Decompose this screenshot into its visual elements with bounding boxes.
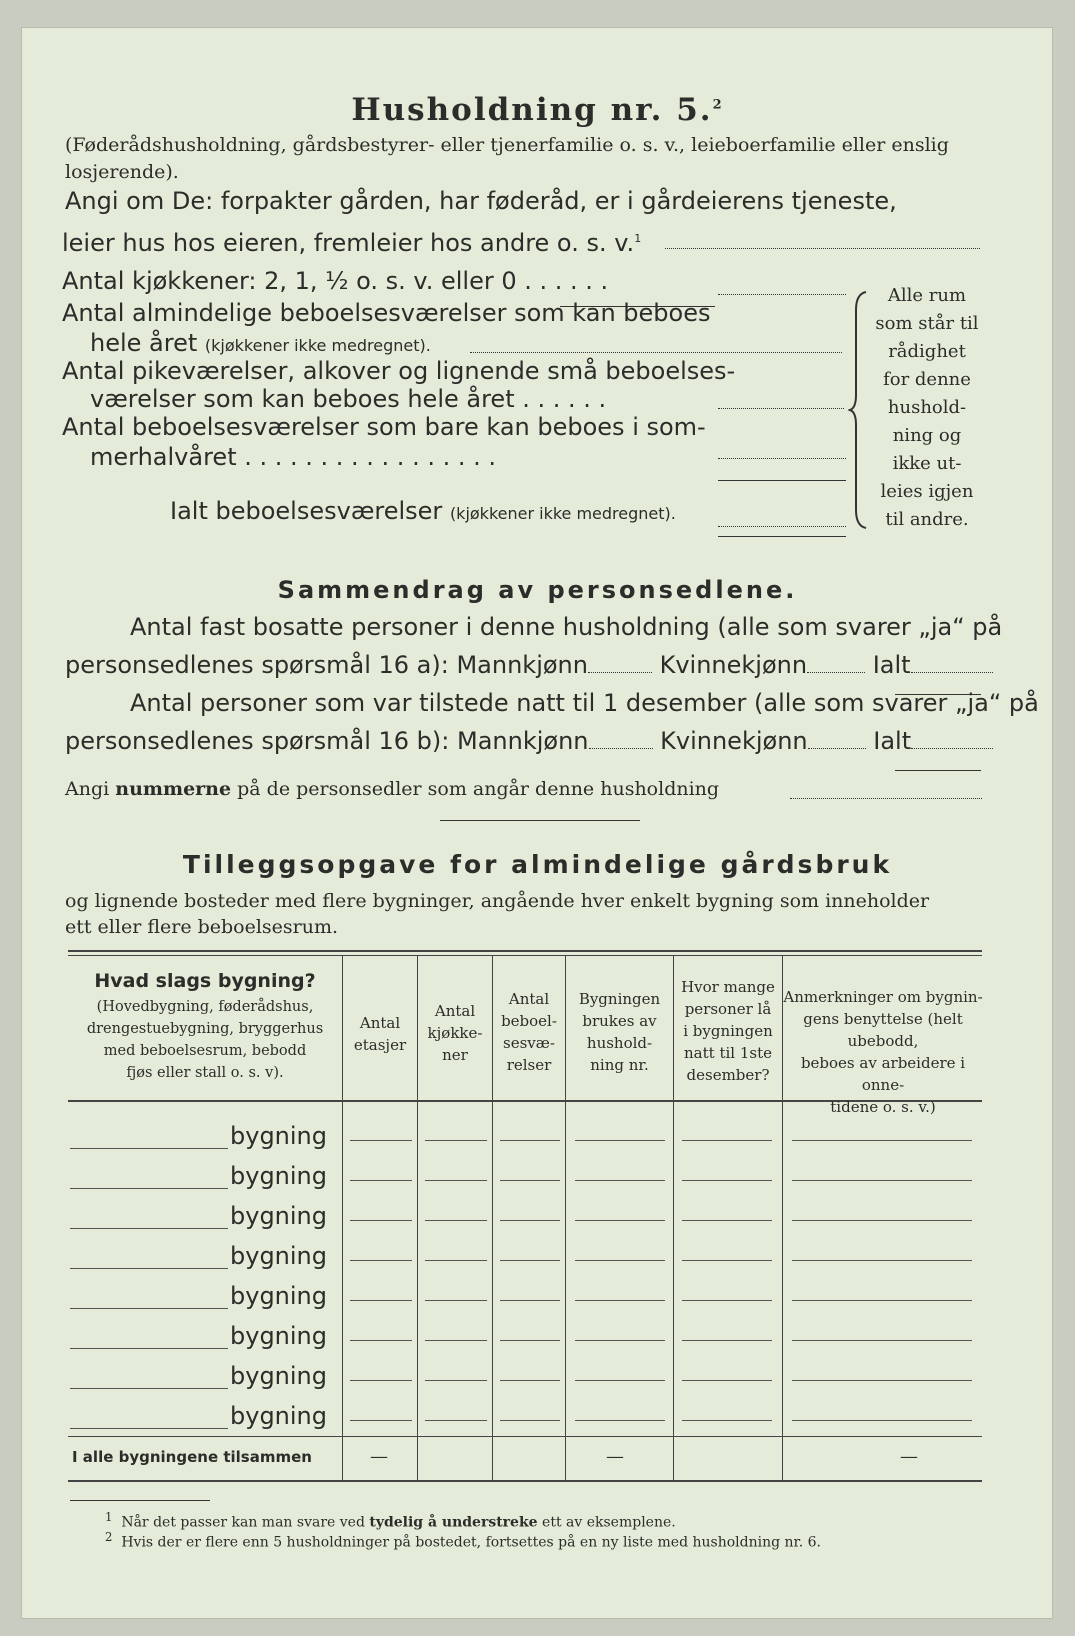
col5-header: Bygningen brukes av hushold- ning nr. xyxy=(578,990,661,1074)
row-5-cell-3-field[interactable] xyxy=(425,1300,487,1301)
numbers-line: Angi nummerne på de personsedler som angår denne husholdning xyxy=(65,778,720,800)
row-3-cell-4-field[interactable] xyxy=(500,1220,560,1221)
summary-b-line-1: Antal personer som var tilstede natt til 1 desember (alle som svarer „ja“ på xyxy=(130,689,1039,717)
col6-header: Hvor mange personer lå i bygningen natt til 1ste desember? xyxy=(681,978,775,1084)
row-6-cell-7-field[interactable] xyxy=(792,1340,972,1341)
row-field-3[interactable] xyxy=(70,1228,228,1229)
supplement-intro-1: og lignende bosteder med flere bygninger, angående hver enkelt bygning som inneholder xyxy=(65,890,930,912)
summer-rooms-label-2: merhalvåret . . . . . . . . . . . . . . . . . xyxy=(90,443,496,471)
section-divider xyxy=(440,820,640,821)
row-label-1: bygning xyxy=(230,1122,327,1150)
row-label-4: bygning xyxy=(230,1242,327,1270)
row-7-cell-7-field[interactable] xyxy=(792,1380,972,1381)
kitchens-label: Antal kjøkkener: 2, 1, ½ o. s. v. eller 0 . . . . . . xyxy=(62,267,609,295)
row-7-cell-2-field[interactable] xyxy=(350,1380,412,1381)
row-8-cell-3-field[interactable] xyxy=(425,1420,487,1421)
summary-title: Sammendrag av personsedlene. xyxy=(277,576,798,604)
row-label-8: bygning xyxy=(230,1402,327,1430)
row-label-5: bygning xyxy=(230,1282,327,1310)
ordinary-rooms-label-1: Antal almindelige beboelsesværelser som kan beboes xyxy=(62,299,711,327)
row-field-5[interactable] xyxy=(70,1308,228,1309)
maid-rooms-field[interactable] xyxy=(718,408,844,409)
row-2-cell-5-field[interactable] xyxy=(575,1180,665,1181)
col1-header: Hvad slags bygning? (Hovedbygning, føderådshus, drengestuebygning, bryggerhus med beboelsesrum, bebodd fjøs eller stall o. s. v). xyxy=(86,970,324,1081)
row-8-cell-5-field[interactable] xyxy=(575,1420,665,1421)
summary-a-line-2: personsedlenes spørsmål 16 a): Mannkjønn Kvinnekjønn Ialt xyxy=(65,650,993,680)
question-line-2: leier hus hos eieren, fremleier hos andre o. s. v.$^1$ xyxy=(62,229,642,257)
total-household-dash: — xyxy=(606,1446,624,1467)
row-1-cell-7-field[interactable] xyxy=(792,1140,972,1141)
row-1-cell-2-field[interactable] xyxy=(350,1140,412,1141)
table-bottom-border xyxy=(68,1480,982,1482)
summer-rooms-underline xyxy=(718,480,846,481)
row-7-cell-6-field[interactable] xyxy=(682,1380,772,1381)
row-3-cell-6-field[interactable] xyxy=(682,1220,772,1221)
row-7-cell-5-field[interactable] xyxy=(575,1380,665,1381)
summary-b-total-underline xyxy=(895,770,981,771)
brace xyxy=(848,290,870,530)
row-field-6[interactable] xyxy=(70,1348,228,1349)
row-5-cell-6-field[interactable] xyxy=(682,1300,772,1301)
row-4-cell-3-field[interactable] xyxy=(425,1260,487,1261)
side-note: Alle rum som står til rådighet for denne hushold- ning og ikke ut- leies igjen til andre. xyxy=(875,285,979,530)
kitchens-field[interactable] xyxy=(718,294,846,295)
row-5-cell-4-field[interactable] xyxy=(500,1300,560,1301)
row-7-cell-3-field[interactable] xyxy=(425,1380,487,1381)
ordinary-rooms-label-2: hele året (kjøkkener ikke medregnet). xyxy=(90,329,431,357)
row-1-cell-6-field[interactable] xyxy=(682,1140,772,1141)
supplement-intro-2: ett eller flere beboelsesrum. xyxy=(65,916,339,938)
subtitle: (Føderådshusholdning, gårdsbestyrer- eller tjenerfamilie o. s. v., leieboerfamilie eller enslig losjerende). xyxy=(65,134,949,183)
row-4-cell-5-field[interactable] xyxy=(575,1260,665,1261)
summer-rooms-field[interactable] xyxy=(718,458,846,459)
row-2-cell-4-field[interactable] xyxy=(500,1180,560,1181)
row-3-cell-7-field[interactable] xyxy=(792,1220,972,1221)
row-field-7[interactable] xyxy=(70,1388,228,1389)
row-3-cell-2-field[interactable] xyxy=(350,1220,412,1221)
row-1-cell-4-field[interactable] xyxy=(500,1140,560,1141)
row-2-cell-3-field[interactable] xyxy=(425,1180,487,1181)
question-line-1: Angi om De: forpakter gården, har føderåd, er i gårdeierens tjeneste, xyxy=(65,187,897,215)
ordinary-rooms-field[interactable] xyxy=(470,352,842,353)
footnote-1: $^1$ Når det passer kan man svare ved tydelig å understreke ett av eksemplene. xyxy=(105,1510,676,1531)
row-8-cell-2-field[interactable] xyxy=(350,1420,412,1421)
row-label-2: bygning xyxy=(230,1162,327,1190)
maid-rooms-label-2: værelser som kan beboes hele året . . . . . . xyxy=(90,385,607,413)
row-6-cell-6-field[interactable] xyxy=(682,1340,772,1341)
col2-header: Antal etasjer xyxy=(353,1014,407,1054)
total-row-label: I alle bygningene tilsammen xyxy=(72,1448,312,1466)
row-2-cell-6-field[interactable] xyxy=(682,1180,772,1181)
row-6-cell-3-field[interactable] xyxy=(425,1340,487,1341)
row-5-cell-7-field[interactable] xyxy=(792,1300,972,1301)
row-label-3: bygning xyxy=(230,1202,327,1230)
row-6-cell-4-field[interactable] xyxy=(500,1340,560,1341)
row-4-cell-4-field[interactable] xyxy=(500,1260,560,1261)
row-field-4[interactable] xyxy=(70,1268,228,1269)
row-2-cell-7-field[interactable] xyxy=(792,1180,972,1181)
row-1-cell-5-field[interactable] xyxy=(575,1140,665,1141)
row-6-cell-2-field[interactable] xyxy=(350,1340,412,1341)
answer-line-household-type[interactable] xyxy=(665,248,980,249)
total-etasjer-dash: — xyxy=(370,1446,388,1467)
table-top-border xyxy=(68,950,982,952)
summer-rooms-label-1: Antal beboelsesværelser som bare kan beboes i som- xyxy=(62,413,706,441)
table-top-border-2 xyxy=(68,955,982,956)
row-label-7: bygning xyxy=(230,1362,327,1390)
table-total-top-border xyxy=(68,1436,982,1437)
row-1-cell-3-field[interactable] xyxy=(425,1140,487,1141)
total-rooms-field[interactable] xyxy=(718,526,846,527)
row-4-cell-7-field[interactable] xyxy=(792,1260,972,1261)
row-6-cell-5-field[interactable] xyxy=(575,1340,665,1341)
numbers-field[interactable] xyxy=(790,798,982,799)
col7-header: Anmerkninger om bygnin- gens benyttelse (helt ubebodd, beboes av arbeidere i onne- tidene o. s. v.) xyxy=(783,988,983,1116)
col3-header: Antal kjøkke- ner xyxy=(427,1002,483,1064)
row-8-cell-4-field[interactable] xyxy=(500,1420,560,1421)
row-4-cell-2-field[interactable] xyxy=(350,1260,412,1261)
total-rooms-underline xyxy=(718,536,846,537)
row-3-cell-5-field[interactable] xyxy=(575,1220,665,1221)
maid-rooms-label-1: Antal pikeværelser, alkover og lignende små beboelses- xyxy=(62,357,736,385)
row-4-cell-6-field[interactable] xyxy=(682,1260,772,1261)
row-8-cell-7-field[interactable] xyxy=(792,1420,972,1421)
row-5-cell-2-field[interactable] xyxy=(350,1300,412,1301)
footnote-2: $^2$ Hvis der er flere enn 5 husholdninger på bostedet, fortsettes på en ny liste med husholdning nr. 6. xyxy=(105,1530,821,1551)
footnote-divider xyxy=(70,1500,210,1501)
row-field-1[interactable] xyxy=(70,1148,228,1149)
row-8-cell-6-field[interactable] xyxy=(682,1420,772,1421)
row-2-cell-2-field[interactable] xyxy=(350,1180,412,1181)
summary-a-line-1: Antal fast bosatte personer i denne husholdning (alle som svarer „ja“ på xyxy=(130,613,1003,641)
total-remarks-dash: — xyxy=(900,1446,918,1467)
row-3-cell-3-field[interactable] xyxy=(425,1220,487,1221)
row-7-cell-4-field[interactable] xyxy=(500,1380,560,1381)
summary-b-line-2: personsedlenes spørsmål 16 b): Mannkjønn Kvinnekjønn Ialt xyxy=(65,726,993,756)
row-field-2[interactable] xyxy=(70,1188,228,1189)
total-rooms-label: Ialt beboelsesværelser (kjøkkener ikke medregnet). xyxy=(170,497,676,525)
row-label-6: bygning xyxy=(230,1322,327,1350)
col4-header: Antal beboel- sesvæ- relser xyxy=(501,990,557,1074)
row-5-cell-5-field[interactable] xyxy=(575,1300,665,1301)
page-title: Husholdning nr. 5.$^2$ xyxy=(351,92,724,128)
supplement-title: Tilleggsopgave for almindelige gårdsbruk xyxy=(182,850,893,879)
row-field-8[interactable] xyxy=(70,1428,228,1429)
